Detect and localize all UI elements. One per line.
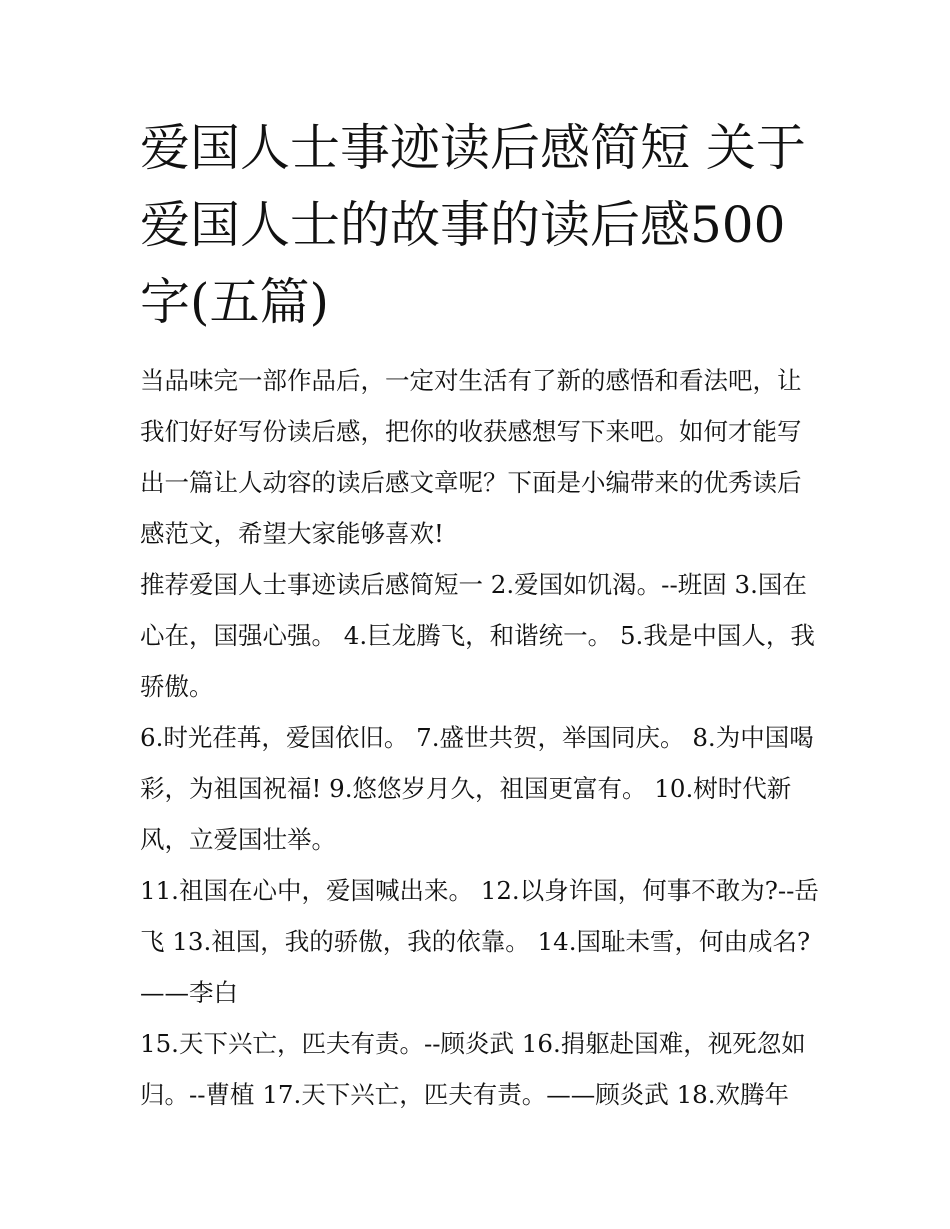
paragraph-quotes-2: 6.时光荏苒，爱国依旧。 7.盛世共贺，举国同庆。 8.为中国喝彩，为祖国祝福! 9.悠悠岁月久，祖国更富有。 10.树时代新风，立爱国壮举。 [140, 723, 814, 854]
paragraph-quotes-4: 15.天下兴亡，匹夫有责。--顾炎武 16.捐躯赴国难，视死忽如归。--曹植 17.天下兴亡，匹夫有责。——顾炎武 18.欢腾年 [140, 1029, 806, 1109]
document-title: 爱国人士事迹读后感简短 关于爱国人士的故事的读后感500字(五篇) [140, 119, 806, 331]
paragraph-quotes-3: 11.祖国在心中，爱国喊出来。 12.以身许国，何事不敢为?--岳飞 13.祖国，我的骄傲，我的依靠。 14.国耻未雪，何由成名?——李白 [140, 876, 819, 1007]
document-body [140, 355, 820, 1120]
paragraph-quotes-1: 推荐爱国人士事迹读后感简短一 2.爱国如饥渴。--班固 3.国在心在，国强心强。 4.巨龙腾飞，和谐统一。 5.我是中国人，我骄傲。 [140, 570, 815, 701]
paragraph-intro: 当品味完一部作品后，一定对生活有了新的感悟和看法吧，让我们好好写份读后感，把你的收获感想写下来吧。如何才能写出一篇让人动容的读后感文章呢？下面是小编带来的优秀读后感范文，希望大家能够喜欢! [140, 366, 802, 548]
